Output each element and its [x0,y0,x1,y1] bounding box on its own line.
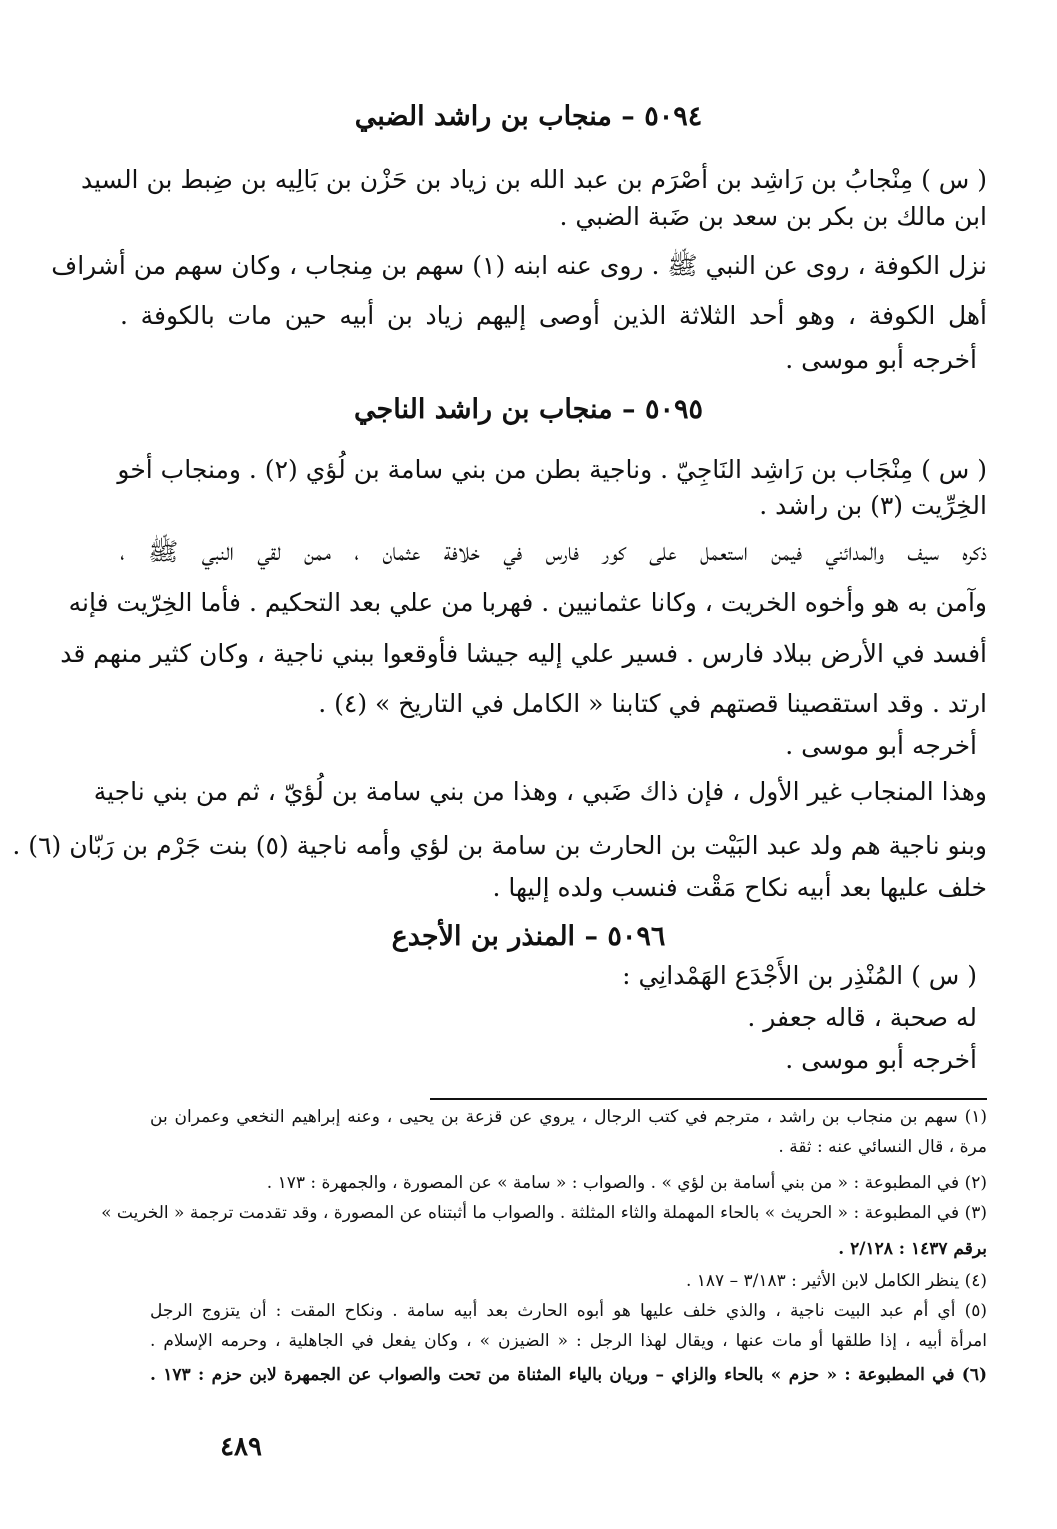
footnote-divider [430,1098,987,1100]
footnote-4: (٤) ينظر الكامل لابن الأثير : ٣/١٨٣ – ١٨٧ . [685,1271,987,1291]
entry-5095-line-3: ذكره سيف والمدائني فيمن استعمل على كور فارس في خلافة عثمان ، ممن لقي النبي ﷺ ، [120,537,987,566]
page-number: ٤٨٩ [220,1432,262,1462]
entry-5096-line-1: ( س ) المُنْذِر بن الأَجْدَع الهَمْدانِي : [622,961,977,990]
entry-5094-line-5: أخرجه أبو موسى . [785,345,977,374]
entry-5095-line-2: الخِرِّيت (٣) بن راشد . [759,491,987,520]
footnote-5-line-1: (٥) أي أم عبد البيت ناجية ، والذي خلف عليها هو أبوه الحارث بعد أبيه سامة . ونكاح المقت : أن يتزوج الرجل [150,1301,987,1321]
footnote-2: (٢) في المطبوعة : « من بني أسامة بن لؤي » . والصواب : « سامة » عن المصورة ، والجمهرة : ١٧٣ . [266,1173,987,1193]
entry-5094-line-3: نزل الكوفة ، روى عن النبي ﷺ . روى عنه ابنه (١) سهم بن مِنجاب ، وكان سهم من أشراف [51,251,987,280]
footnote-1-line-2: مرة ، قال النسائي عنه : ثقة . [778,1137,987,1157]
entry-title-5096: ٥٠٩٦ – المنذر بن الأجدع [391,921,666,952]
entry-5095-line-4: وآمن به هو وأخوه الخريت ، وكانا عثمانيين . فهربا من علي بعد التحكيم . فأما الخِرّيت فإنه [68,588,987,617]
entry-5094-line-4: أهل الكوفة ، وهو أحد الثلاثة الذين أوصى إليهم زياد بن أبيه حين مات بالكوفة . [120,301,988,330]
footnote-6: (٦) في المطبوعة : « حزم » بالحاء والزاي – وريان بالياء المثناة من تحت والصواب عن الجمهرة لابن حزم : ١٧٣ . [150,1365,987,1385]
entry-5094-line-2: ابن مالك بن بكر بن سعد بن ضَبة الضبي . [559,202,987,231]
entry-5095-line-7: أخرجه أبو موسى . [785,731,977,760]
entry-5095-line-10: خلف عليها بعد أبيه نكاح مَقْت فنسب ولده إليها . [492,873,987,902]
entry-5095-line-6: ارتد . وقد استقصينا قصتهم في كتابنا « الكامل في التاريخ » (٤) . [318,689,987,718]
entry-5096-line-2: له صحبة ، قاله جعفر . [747,1003,977,1032]
entry-title-5095: ٥٠٩٥ – منجاب بن راشد الناجي [354,394,703,425]
entry-5096-line-3: أخرجه أبو موسى . [785,1045,977,1074]
footnote-3-line-1: (٣) في المطبوعة : « الحريث » بالحاء المهملة والثاء المثلثة . والصواب ما أثبتناه عن المصورة ، وقد تقدمت ترجمة « الخريت » [101,1203,987,1223]
entry-title-5094: ٥٠٩٤ – منجاب بن راشد الضبي [354,101,703,132]
entry-5095-line-1: ( س ) مِنْجَاب بن رَاشِد النَاجِيّ . وناجية بطن من بني سامة بن لُؤي (٢) . ومنجاب أخو [117,455,987,484]
entry-5095-line-9: وبنو ناجية هم ولد عبد البَيْت بن الحارث بن سامة بن لؤي وأمه ناجية (٥) بنت جَرْم بن رَبّان (٦) . [12,831,987,860]
entry-5094-line-1: ( س ) مِنْجابُ بن رَاشِد بن أصْرَم بن عبد الله بن زياد بن حَزْن بن بَالِيه بن ضِبط بن السيد [80,165,987,194]
entry-5095-line-5: أفسد في الأرض ببلاد فارس . فسير علي إليه جيشا فأوقعوا ببني ناجية ، وكان كثير منهم قد [60,639,987,668]
footnote-5-line-2: امرأة أبيه ، إذا طلقها أو مات عنها ، ويقال لهذا الرجل : « الضيزن » ، وكان يفعل في الجاهلية ، وحرمه الإسلام . [150,1331,987,1351]
entry-5095-line-8: وهذا المنجاب غير الأول ، فإن ذاك ضَبي ، وهذا من بني سامة بن لُؤيّ ، ثم من بني ناجية [93,777,987,806]
footnote-3-line-2: برقم ١٤٣٧ : ٢/١٢٨ . [838,1239,987,1259]
footnote-1-line-1: (١) سهم بن منجاب بن راشد ، مترجم في كتب الرجال ، يروي عن قزعة بن يحيى ، وعنه إبراهيم النخعي وعمران بن [150,1107,987,1127]
